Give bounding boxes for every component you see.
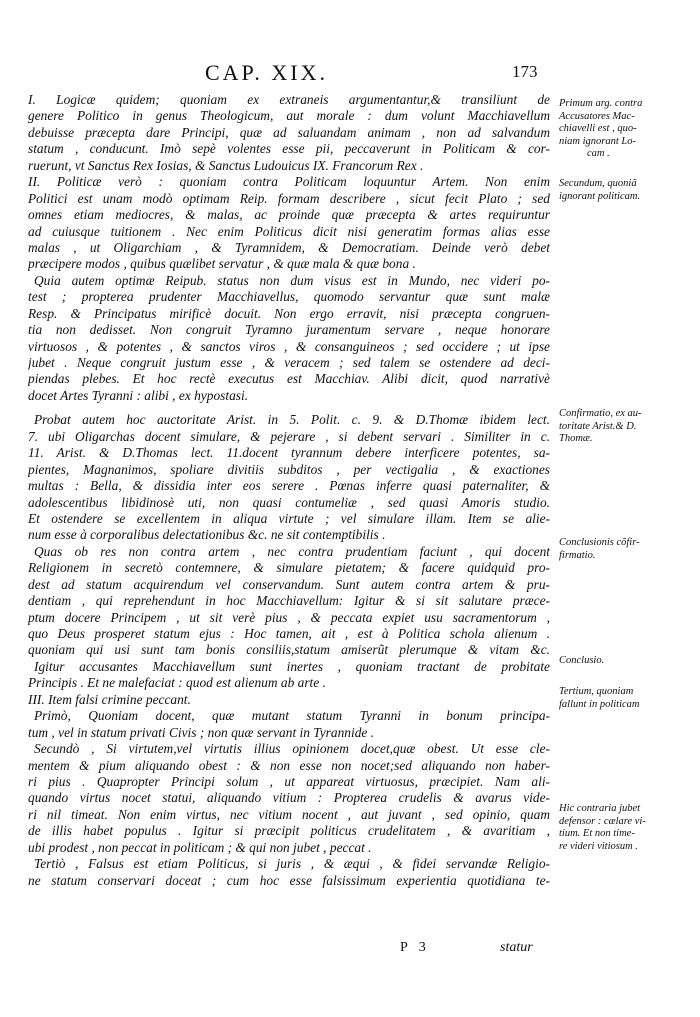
text-line: Tertiò , Falsus est etiam Politicus, si juris , & æqui , & fidei servandæ Religio- <box>34 856 550 872</box>
margin-line: toritate Arist.& D. <box>559 420 637 432</box>
text-line: ad cuiusque tuitionem . Nec enim Politicus dicit nisi generatim formas alias esse <box>28 223 550 239</box>
text-line: ptum docere Principem , ut sit verè pius , & peccata expiet usu sacramentorum , <box>28 609 550 625</box>
marginal-note <box>559 178 689 203</box>
margin-line: niam ignorant Lo- <box>559 135 637 147</box>
running-header <box>0 60 700 92</box>
text-line: pientes, Magnanimos, spoliare divitiis subditos , per vectigalia , & exactiones <box>28 461 550 477</box>
page-number: 173 <box>512 62 538 81</box>
margin-line: tium. Et non time- <box>559 828 635 839</box>
text-line: dest ad statum acquirendum vel conservandum. Sunt autem contra artem & pru- <box>28 576 550 592</box>
margin-line: Primum arg. contra <box>559 98 643 109</box>
text-line: omnes etiam mediocres, & malas, ac proinde quæ præcepta & artes requiruntur <box>28 207 550 223</box>
text-line: dentiam , qui reprehendunt in hoc Macchiavellum: Igitur & si sit salutare præce- <box>28 593 550 609</box>
text-line: Probat autem hoc auctoritate Arist. in 5. Polit. c. 9. & D.Thomæ ibidem lect. <box>34 412 550 428</box>
text-line: III. Item falsi crimine peccant. <box>28 691 191 707</box>
margin-line: chiavelli est , quo- <box>559 123 637 134</box>
catchword: statur <box>500 940 533 955</box>
text-line: quoniam qui usi sunt tam bonis consiliis,statum amiserũt plerumque & vitam &c. <box>28 642 550 658</box>
text-line: debuisse præcepta dare Principi, quæ ad saluandam animam , non ad salvandum <box>28 124 550 140</box>
margin-line: Confirmatio, ex au- <box>559 408 642 419</box>
text-line: de illis habet populus . Igitur si præcipit politicus crudelitatem , & avaritiam , <box>28 823 550 839</box>
margin-line: Tertium, quoniam <box>559 686 634 697</box>
margin-line: Conclusio. <box>559 655 605 666</box>
marginal-note <box>559 655 689 668</box>
margin-line: re videri vitiosum . <box>559 840 638 852</box>
marginal-note <box>559 408 689 446</box>
text-line: piendas plebes. Et hoc rectè executus est Macchiav. Alibi dicit, quod narrativè <box>28 371 550 387</box>
body-text <box>28 92 550 889</box>
marginal-note <box>559 803 689 853</box>
text-line: 11. Arist. & D.Thomas lect. 11.docent tyrannum debere interficere potentes, sa- <box>28 445 550 461</box>
text-line: Quia autem optimæ Reipub. status non dum visus est in Mundo, nec videri po- <box>34 272 550 288</box>
text-line: Resp. & Principatus mirificè docuit. Non ergo erravit, nisi præcepta congruen- <box>28 305 550 321</box>
text-line: malas , ut Oligarchiam , & Tyramnidem, & Democratiam. Deinde verò debet <box>28 239 550 255</box>
text-line: statum , conducunt. Imò sepè volentes esse pii, peccaverunt in Politicam & cor- <box>28 141 550 157</box>
text-line: Secundò , Si virtutem,vel virtutis illius opinionem docet,quæ obest. Ut esse cle- <box>34 741 550 757</box>
text-line: virtuosos , & potentes , & sanctos viros , & consanguineos ; sed occidere ; ut ipse <box>28 338 550 354</box>
margin-line: Hic contraria jubet <box>559 803 641 814</box>
text-line: ne statum conservari doceat ; cum hoc esse falsissimum experientia quotidiana te- <box>28 872 550 888</box>
text-line: mentem & pium aliquando obest : & non esse non nocet;sed aliquando non haber- <box>28 757 550 773</box>
marginal-note <box>559 98 689 161</box>
margin-line: firmatio. <box>559 549 596 561</box>
text-line: præcipere modos , quibus quælibet servatur , & quæ mala & quæ bona . <box>28 256 416 272</box>
text-line: Quas ob res non contra artem , nec contra prudentiam faciunt , qui docent <box>34 543 550 559</box>
text-line: num esse à corporalibus delectationibus &c. ne sit contemptibilis . <box>28 527 386 543</box>
margin-line: fallunt in politicam <box>559 698 640 710</box>
text-line: Igitur accusantes Macchiavellum sunt inertes , quoniam tractant de probitate <box>34 658 550 674</box>
text-line: Primò, Quoniam docent, quæ mutant statum Tyranni in bonum principa- <box>34 708 550 724</box>
margin-line: ignorant politicam. <box>559 190 641 202</box>
text-line: Politici est unam modò optimam Reip. formam describere , sicut fecit Plato ; sed <box>28 190 550 206</box>
margin-line: Conclusionis cõfir- <box>559 537 640 548</box>
chapter-heading: CAP. XIX. <box>205 60 328 85</box>
margin-line: defensor : cælare vi- <box>559 815 646 827</box>
signature-mark: P 3 <box>400 940 430 955</box>
margin-line: cam . <box>587 148 610 159</box>
text-line: tum , vel in statum privati Civis ; non quæ servant in Tyrannide . <box>28 724 375 740</box>
margin-line: Accusatores Mac- <box>559 110 635 122</box>
text-line: II. Politicæ verò : quoniam contra Politicam loquuntur Artem. Non enim <box>28 174 550 190</box>
text-line: ubi prodest , non peccat in politicam ; & qui non jubet , peccat . <box>28 839 372 855</box>
text-line: quando virtus nocet statui, aliquando vitium : Propterea crudelis & avarus vide- <box>28 790 550 806</box>
text-line: 7. ubi Oligarchas docent simulare, & pejerare , si debent servari . Similiter in c. <box>28 428 550 444</box>
text-line: test ; propterea prudenter Macchiavellus, quomodo servantur quæ sunt malæ <box>28 289 550 305</box>
text-line: adolescentibus libidinosè uti, non quasi contumeliæ , sed quasi Amoris studio. <box>28 494 550 510</box>
text-line: Principis . Et ne malefaciat : quod est alienum ab arte . <box>28 675 326 691</box>
margin-line: Thomæ. <box>559 433 593 444</box>
text-line: multas : Bella, & dissidia inter eos serere . Pœnas inferre quasi paternaliter, & <box>28 478 550 494</box>
text-line: ri pius . Quapropter Principi solum , ut appareat virtuosus, præcipiet. Nam ali- <box>28 773 550 789</box>
text-line: jubet . Neque congruit justum esse , & veracem ; sed talem se ostendere ad deci- <box>28 355 550 370</box>
text-line: quo Deus prosperet statum ejus : Hoc tamen, ait , est à Politica schola alienum . <box>28 626 550 641</box>
text-line: docet Artes Tyranni : alibi , ex hypostasi. <box>28 387 249 403</box>
text-line: Et ostendere se excellentem in aliqua virtute ; vel simulare illam. Item se alie- <box>28 510 550 526</box>
marginal-note <box>559 537 689 562</box>
margin-line: Secundum, quoniã <box>559 178 637 189</box>
text-line: ruerunt, vt Sanctus Rex Iosias, & Sanctus Ludouicus IX. Francorum Rex . <box>28 157 424 173</box>
text-line: tia non dedisset. Non congruit Tyramno juramentum servare , neque honorare <box>28 322 550 338</box>
marginal-note <box>559 686 689 711</box>
text-line: genere Politico in genus Theologicum, aut morale : dum volunt Macchiavellum <box>28 108 550 124</box>
text-line: Religionem in secretò contemnere, & simulare pietatem; & facere quidquid pro- <box>28 560 550 576</box>
text-line: ri nil timeat. Non enim virtus, nec vitium nocent , aut juvant , sed opinio, quam <box>28 806 550 822</box>
page-footer <box>0 940 700 960</box>
text-line: I. Logicæ quidem; quoniam ex extraneis argumentantur,& transiliunt de <box>28 92 550 107</box>
